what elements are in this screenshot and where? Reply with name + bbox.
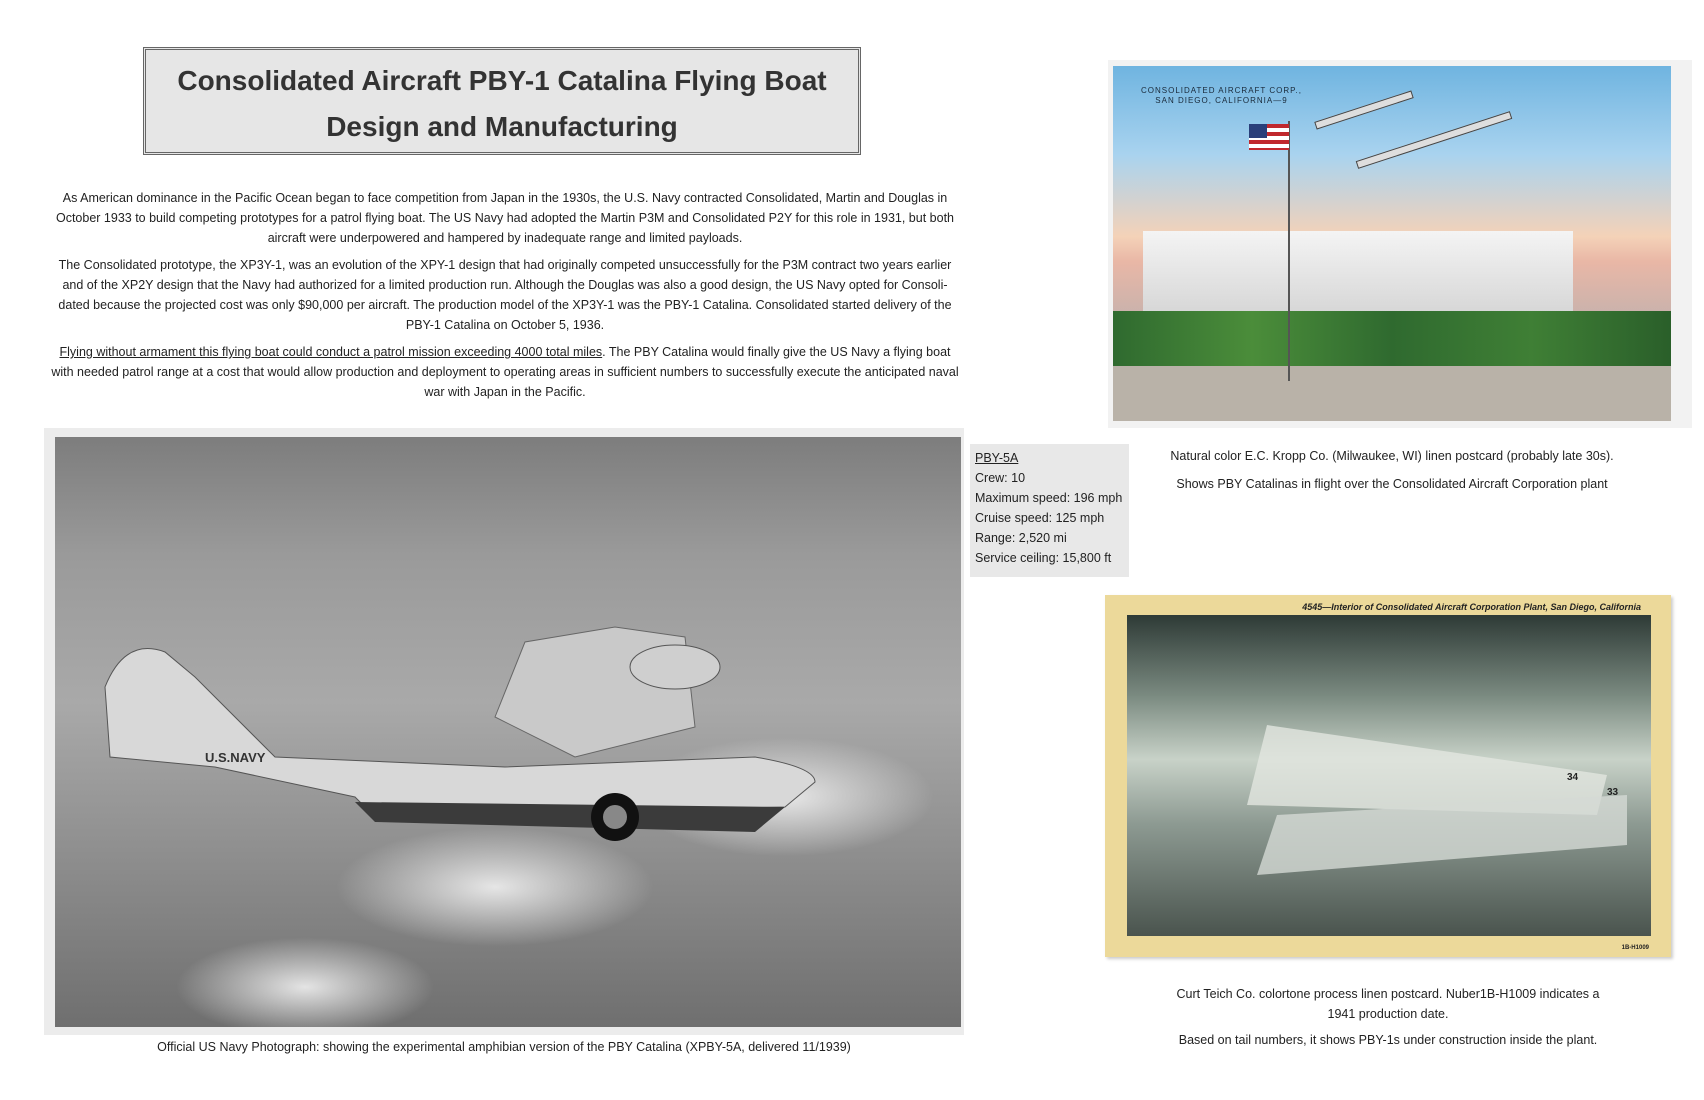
plane-1 xyxy=(1314,90,1413,129)
spec-range: Range: 2,520 mi xyxy=(975,531,1067,545)
spec-cruise-speed: Cruise speed: 125 mph xyxy=(975,511,1105,525)
us-flag-icon xyxy=(1249,124,1289,150)
plane-2 xyxy=(1356,111,1513,169)
postcard-2-number: 1B-H1009 xyxy=(1621,945,1649,951)
specs-heading: PBY-5A xyxy=(975,451,1019,465)
intro-paragraph-1: As American dominance in the Pacific Ocean began to face competition from Japan in the 1930s, the U.S. Navy contracted Consolidated, Martin and Douglas in October 1933 to build competing prototypes for a patrol flying boat. The US Navy had adopted the Martin P3M and Consolidated P2Y for this role in 1931, but both aircraft were underpowered and hampered by inadequate range and limited payloads. xyxy=(55,191,954,245)
title-box xyxy=(143,47,861,155)
postcard-plant-exterior xyxy=(1113,66,1671,421)
intro-paragraph-2: The Consolidated prototype, the XP3Y-1, was an evolution of the XPY-1 design that had originally competed unsuccessfully for the P3M contract two years earlier and of the XP2Y design that the Navy had authorized for a limited production run. Although the Douglas was also a good design, the US Navy opted for Consoli-dated because the projected cost was only $90,000 per aircraft. The production model of the XP3Y-1 was the PBY-1 Catalina. Consolidated started delivery of the PBY-1 Catalina on October 5, 1936. xyxy=(58,258,952,332)
plant-interior-image xyxy=(1127,615,1651,936)
postcard-1-label-line-2: SAN DIEGO, CALIFORNIA—9 xyxy=(1155,96,1288,105)
postcard-1-label-line-1: CONSOLIDATED AIRCRAFT CORP., xyxy=(1141,86,1302,95)
postcard-plant-interior xyxy=(1105,595,1671,957)
photo-caption: Official US Navy Photograph: showing the experimental amphibian version of the PBY Catalina (XPBY-5A, delivered 11/1939) xyxy=(157,1040,851,1054)
postcard-2-caption-1: Curt Teich Co. colortone process linen postcard. Nuber1B-H1009 indicates a 1941 production date. xyxy=(1176,987,1600,1021)
palm-trees xyxy=(1113,311,1671,371)
range-highlight: Flying without armament this flying boat could conduct a patrol mission exceeding 4000 total miles xyxy=(59,345,603,359)
navy-photo-pby5a xyxy=(55,437,961,1027)
postcard-2-label: 4545—Interior of Consolidated Aircraft Corporation Plant, San Diego, California xyxy=(1302,602,1641,612)
road xyxy=(1113,366,1671,421)
postcard-2-caption-2: Based on tail numbers, it shows PBY-1s under construction inside the plant. xyxy=(1178,1033,1598,1047)
intro-text xyxy=(50,188,960,409)
tail-number-34: 34 xyxy=(1567,772,1579,783)
postcard-1-caption-2: Shows PBY Catalinas in flight over the Consolidated Aircraft Corporation plant xyxy=(1176,477,1608,491)
flag-pole xyxy=(1288,121,1290,381)
intro-paragraph-3 xyxy=(50,342,960,402)
spec-ceiling: Service ceiling: 15,800 ft xyxy=(975,551,1112,565)
tail-number-33: 33 xyxy=(1607,787,1619,798)
spec-crew: Crew: 10 xyxy=(975,471,1026,485)
postcard-1-caption-1: Natural color E.C. Kropp Co. (Milwaukee, WI) linen postcard (probably late 30s). xyxy=(1170,449,1614,463)
title-line-1: Consolidated Aircraft PBY-1 Catalina Flying Boat xyxy=(177,65,827,96)
title-line-2: Design and Manufacturing xyxy=(326,111,678,142)
spec-max-speed: Maximum speed: 196 mph xyxy=(975,491,1123,505)
intro-paragraph-3-rest: . The PBY Catalina would finally give the US Navy a flying boat with needed patrol range at a cost that would allow production and deployment to operating areas in sufficient numbers to successfully execute the anticipated naval war with Japan in the Pacific. xyxy=(51,345,959,399)
us-navy-marking: U.S.NAVY xyxy=(205,750,266,765)
postcard-1-label xyxy=(1141,86,1302,106)
specs-box xyxy=(970,444,1129,577)
flying-boat-illustration xyxy=(55,437,961,1027)
